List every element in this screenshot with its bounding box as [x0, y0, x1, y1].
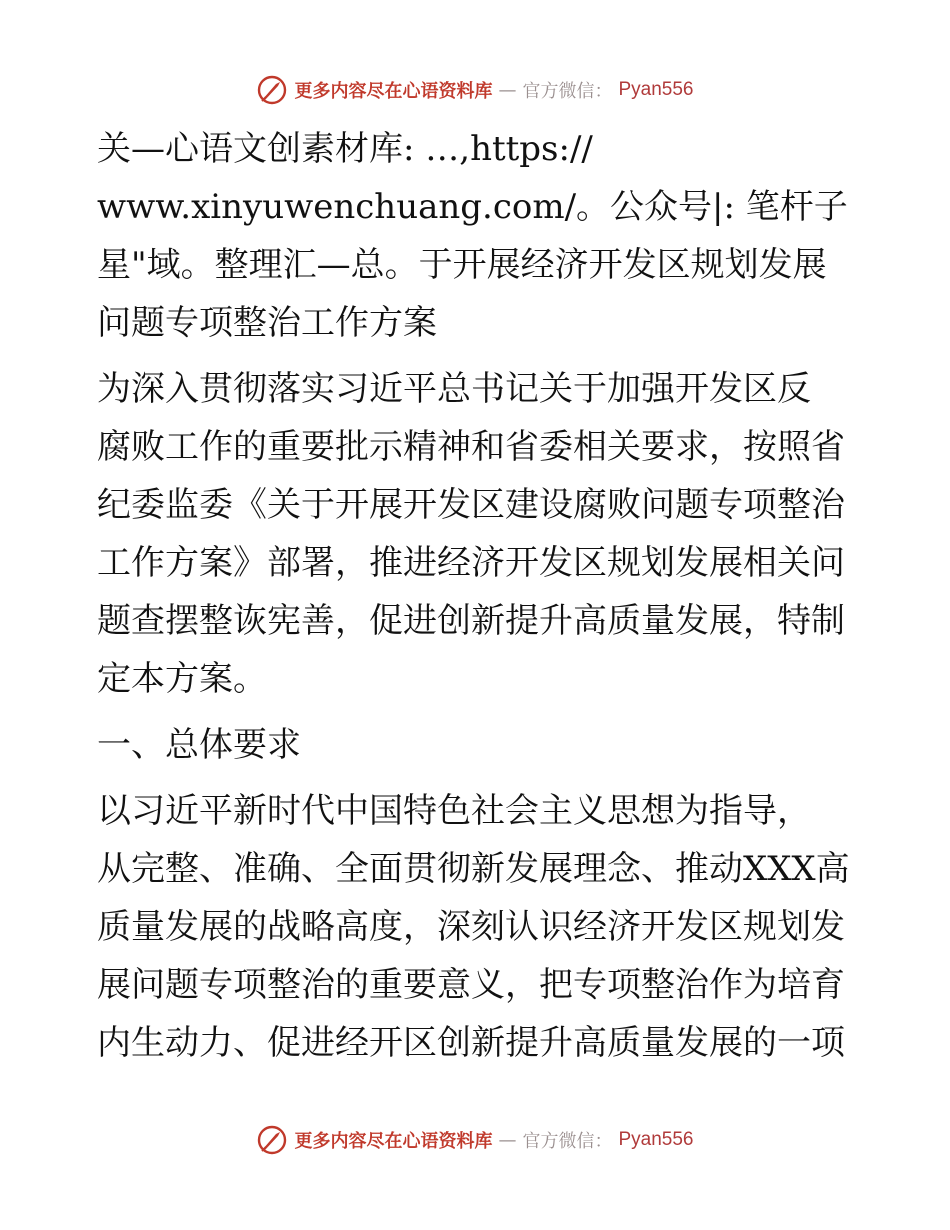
- intro-line: 题查摆整诙宪善，促进创新提升高质量发展，特制: [97, 601, 845, 641]
- watermark-wechat-id: Pyan556: [618, 1129, 694, 1150]
- intro-line: 定本方案。: [97, 659, 267, 699]
- header-line: 关—心语文创素材库: …,https://: [97, 129, 593, 169]
- header-line: www.xinyuwenchuang.com/。公众号|: 笔杆子: [97, 187, 848, 227]
- header-line: 问题专项整治工作方案: [97, 303, 437, 343]
- body-line: 从完整、准确、全面贯彻新发展理念、推动XXX高: [97, 849, 850, 889]
- intro-paragraph: [97, 360, 857, 708]
- watermark-main-text: 更多内容尽在心语资料库: [294, 1131, 493, 1152]
- body-line: 展问题专项整治的重要意义，把专项整治作为培育: [97, 965, 845, 1005]
- quill-pen-circle-icon: [256, 74, 288, 106]
- body-line: 以习近平新时代中国特色社会主义思想为指导，: [97, 791, 811, 831]
- intro-line: 为深入贯彻落实习近平总书记关于加强开发区反: [97, 369, 811, 409]
- body-line: 质量发展的战略高度，深刻认识经济开发区规划发: [97, 907, 845, 947]
- watermark-dash: —: [498, 79, 517, 101]
- header-line: 星"域。整理汇—总。于开展经济开发区规划发展: [97, 245, 827, 285]
- intro-line: 纪委监委《关于开展开发区建设腐败问题专项整治: [97, 485, 845, 525]
- section-title: 一、总体要求: [97, 725, 301, 765]
- section-heading: [97, 716, 857, 774]
- watermark-wechat-id: Pyan556: [618, 79, 694, 100]
- document-body: [97, 120, 857, 1072]
- intro-line: 工作方案》部署，推进经济开发区规划发展相关问: [97, 543, 845, 583]
- body-paragraph: [97, 782, 857, 1072]
- document-header-paragraph: [97, 120, 857, 352]
- header-watermark-banner: [0, 70, 950, 110]
- watermark-wechat-label: 官方微信：: [522, 1131, 613, 1152]
- watermark-dash: —: [498, 1129, 517, 1151]
- footer-watermark-banner: [0, 1120, 950, 1160]
- watermark-wechat-label: 官方微信：: [522, 81, 613, 102]
- quill-pen-circle-icon: [256, 1124, 288, 1156]
- intro-line: 腐败工作的重要批示精神和省委相关要求，按照省: [97, 427, 845, 467]
- body-line: 内生动力、促进经开区创新提升高质量发展的一项: [97, 1023, 845, 1063]
- watermark-main-text: 更多内容尽在心语资料库: [294, 81, 493, 102]
